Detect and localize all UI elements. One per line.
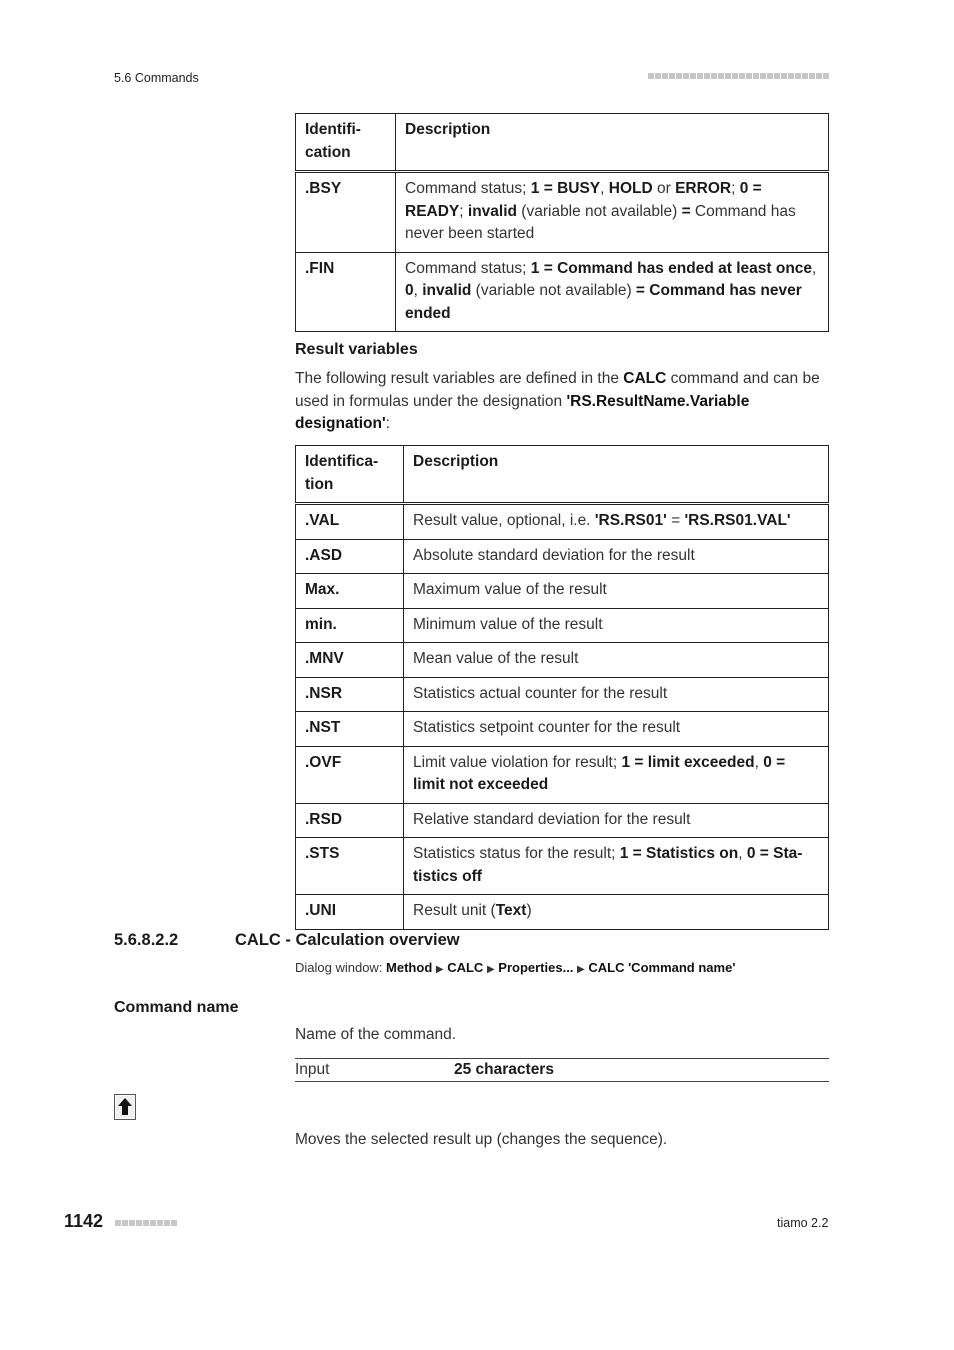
table-row (296, 252, 829, 332)
footer-decoration (115, 1220, 178, 1226)
row-identification: Max. (296, 574, 404, 609)
product-name: tiamo 2.2 (777, 1216, 829, 1230)
result-variables-heading: Result variables (295, 341, 418, 358)
result-variables-paragraph: The following result variables are defined in the CALC command and can be used in formulas under the designation 'RS.ResultName.Variable designation': (295, 370, 820, 432)
row-identification: .MNV (296, 643, 404, 678)
table-header-row (296, 114, 829, 172)
page-number: 1142 (64, 1211, 104, 1231)
path-item: CALC 'Command name' (588, 960, 736, 975)
section-title: CALC - Calculation overview (235, 931, 460, 949)
column-header-description: Description (404, 446, 829, 504)
row-identification: .ASD (296, 539, 404, 574)
column-header-identification: Identifica- tion (296, 446, 404, 504)
path-item: Method (386, 960, 433, 975)
path-item: CALC (447, 960, 484, 975)
row-description: Mean value of the result (404, 643, 829, 678)
table-row (296, 895, 829, 930)
section-number: 5.6.8.2.2 (114, 931, 179, 949)
dialog-path: Dialog window: Method ▶ CALC ▶ Properties... ▶ CALC 'Command name' (295, 960, 736, 975)
row-description: Absolute standard deviation for the result (404, 539, 829, 574)
input-value: 25 characters (454, 1061, 554, 1078)
path-separator-icon: ▶ (577, 964, 585, 975)
row-identification: .VAL (296, 504, 404, 540)
path-item: Properties... (498, 960, 574, 975)
row-description: Command status; 1 = Command has ended at least once, 0, invalid (variable not available) = Command has never ended (396, 252, 829, 332)
row-description: Limit value violation for result; 1 = limit exceeded, 0 = limit not exceeded (404, 746, 829, 803)
row-identification: .FIN (296, 252, 396, 332)
status-variables-table (295, 113, 829, 332)
row-identification: .OVF (296, 746, 404, 803)
row-description: Maximum value of the result (404, 574, 829, 609)
row-identification: .BSY (296, 172, 396, 253)
command-name-heading: Command name (114, 999, 239, 1016)
column-header-identification: Identifi- cation (296, 114, 396, 172)
path-separator-icon: ▶ (435, 964, 444, 975)
row-description: Result value, optional, i.e. 'RS.RS01' = 'RS.RS01.VAL' (404, 504, 829, 540)
command-name-description: Name of the command. (295, 1026, 457, 1043)
table-row (296, 712, 829, 747)
header-decoration (648, 73, 830, 79)
row-identification: .NSR (296, 677, 404, 712)
result-variables-table (295, 445, 829, 930)
row-description: Result unit (Text) (404, 895, 829, 930)
table-row (296, 746, 829, 803)
row-identification: .UNI (296, 895, 404, 930)
table-row (296, 803, 829, 838)
up-button-description: Moves the selected result up (changes the sequence). (295, 1131, 668, 1148)
row-description: Command status; 1 = BUSY, HOLD or ERROR; 0 = READY; invalid (variable not available) = Command has never been started (396, 172, 829, 253)
table-row (296, 504, 829, 540)
row-identification: .RSD (296, 803, 404, 838)
row-description: Statistics actual counter for the result (404, 677, 829, 712)
table-row (296, 677, 829, 712)
table-row (296, 838, 829, 895)
table-row (296, 539, 829, 574)
column-header-description: Description (396, 114, 829, 172)
table-row (296, 172, 829, 253)
input-spec-row (295, 1058, 829, 1082)
row-description: Minimum value of the result (404, 608, 829, 643)
table-row (296, 574, 829, 609)
table-row (296, 608, 829, 643)
input-label: Input (295, 1061, 330, 1078)
row-description: Statistics setpoint counter for the result (404, 712, 829, 747)
row-identification: min. (296, 608, 404, 643)
row-description: Relative standard deviation for the result (404, 803, 829, 838)
row-description: Statistics status for the result; 1 = Statistics on, 0 = Sta-tistics off (404, 838, 829, 895)
table-row (296, 643, 829, 678)
arrow-up-icon[interactable] (114, 1094, 136, 1120)
row-identification: .STS (296, 838, 404, 895)
path-separator-icon: ▶ (486, 964, 495, 975)
table-header-row (296, 446, 829, 504)
row-identification: .NST (296, 712, 404, 747)
running-header-section: 5.6 Commands (114, 71, 199, 85)
